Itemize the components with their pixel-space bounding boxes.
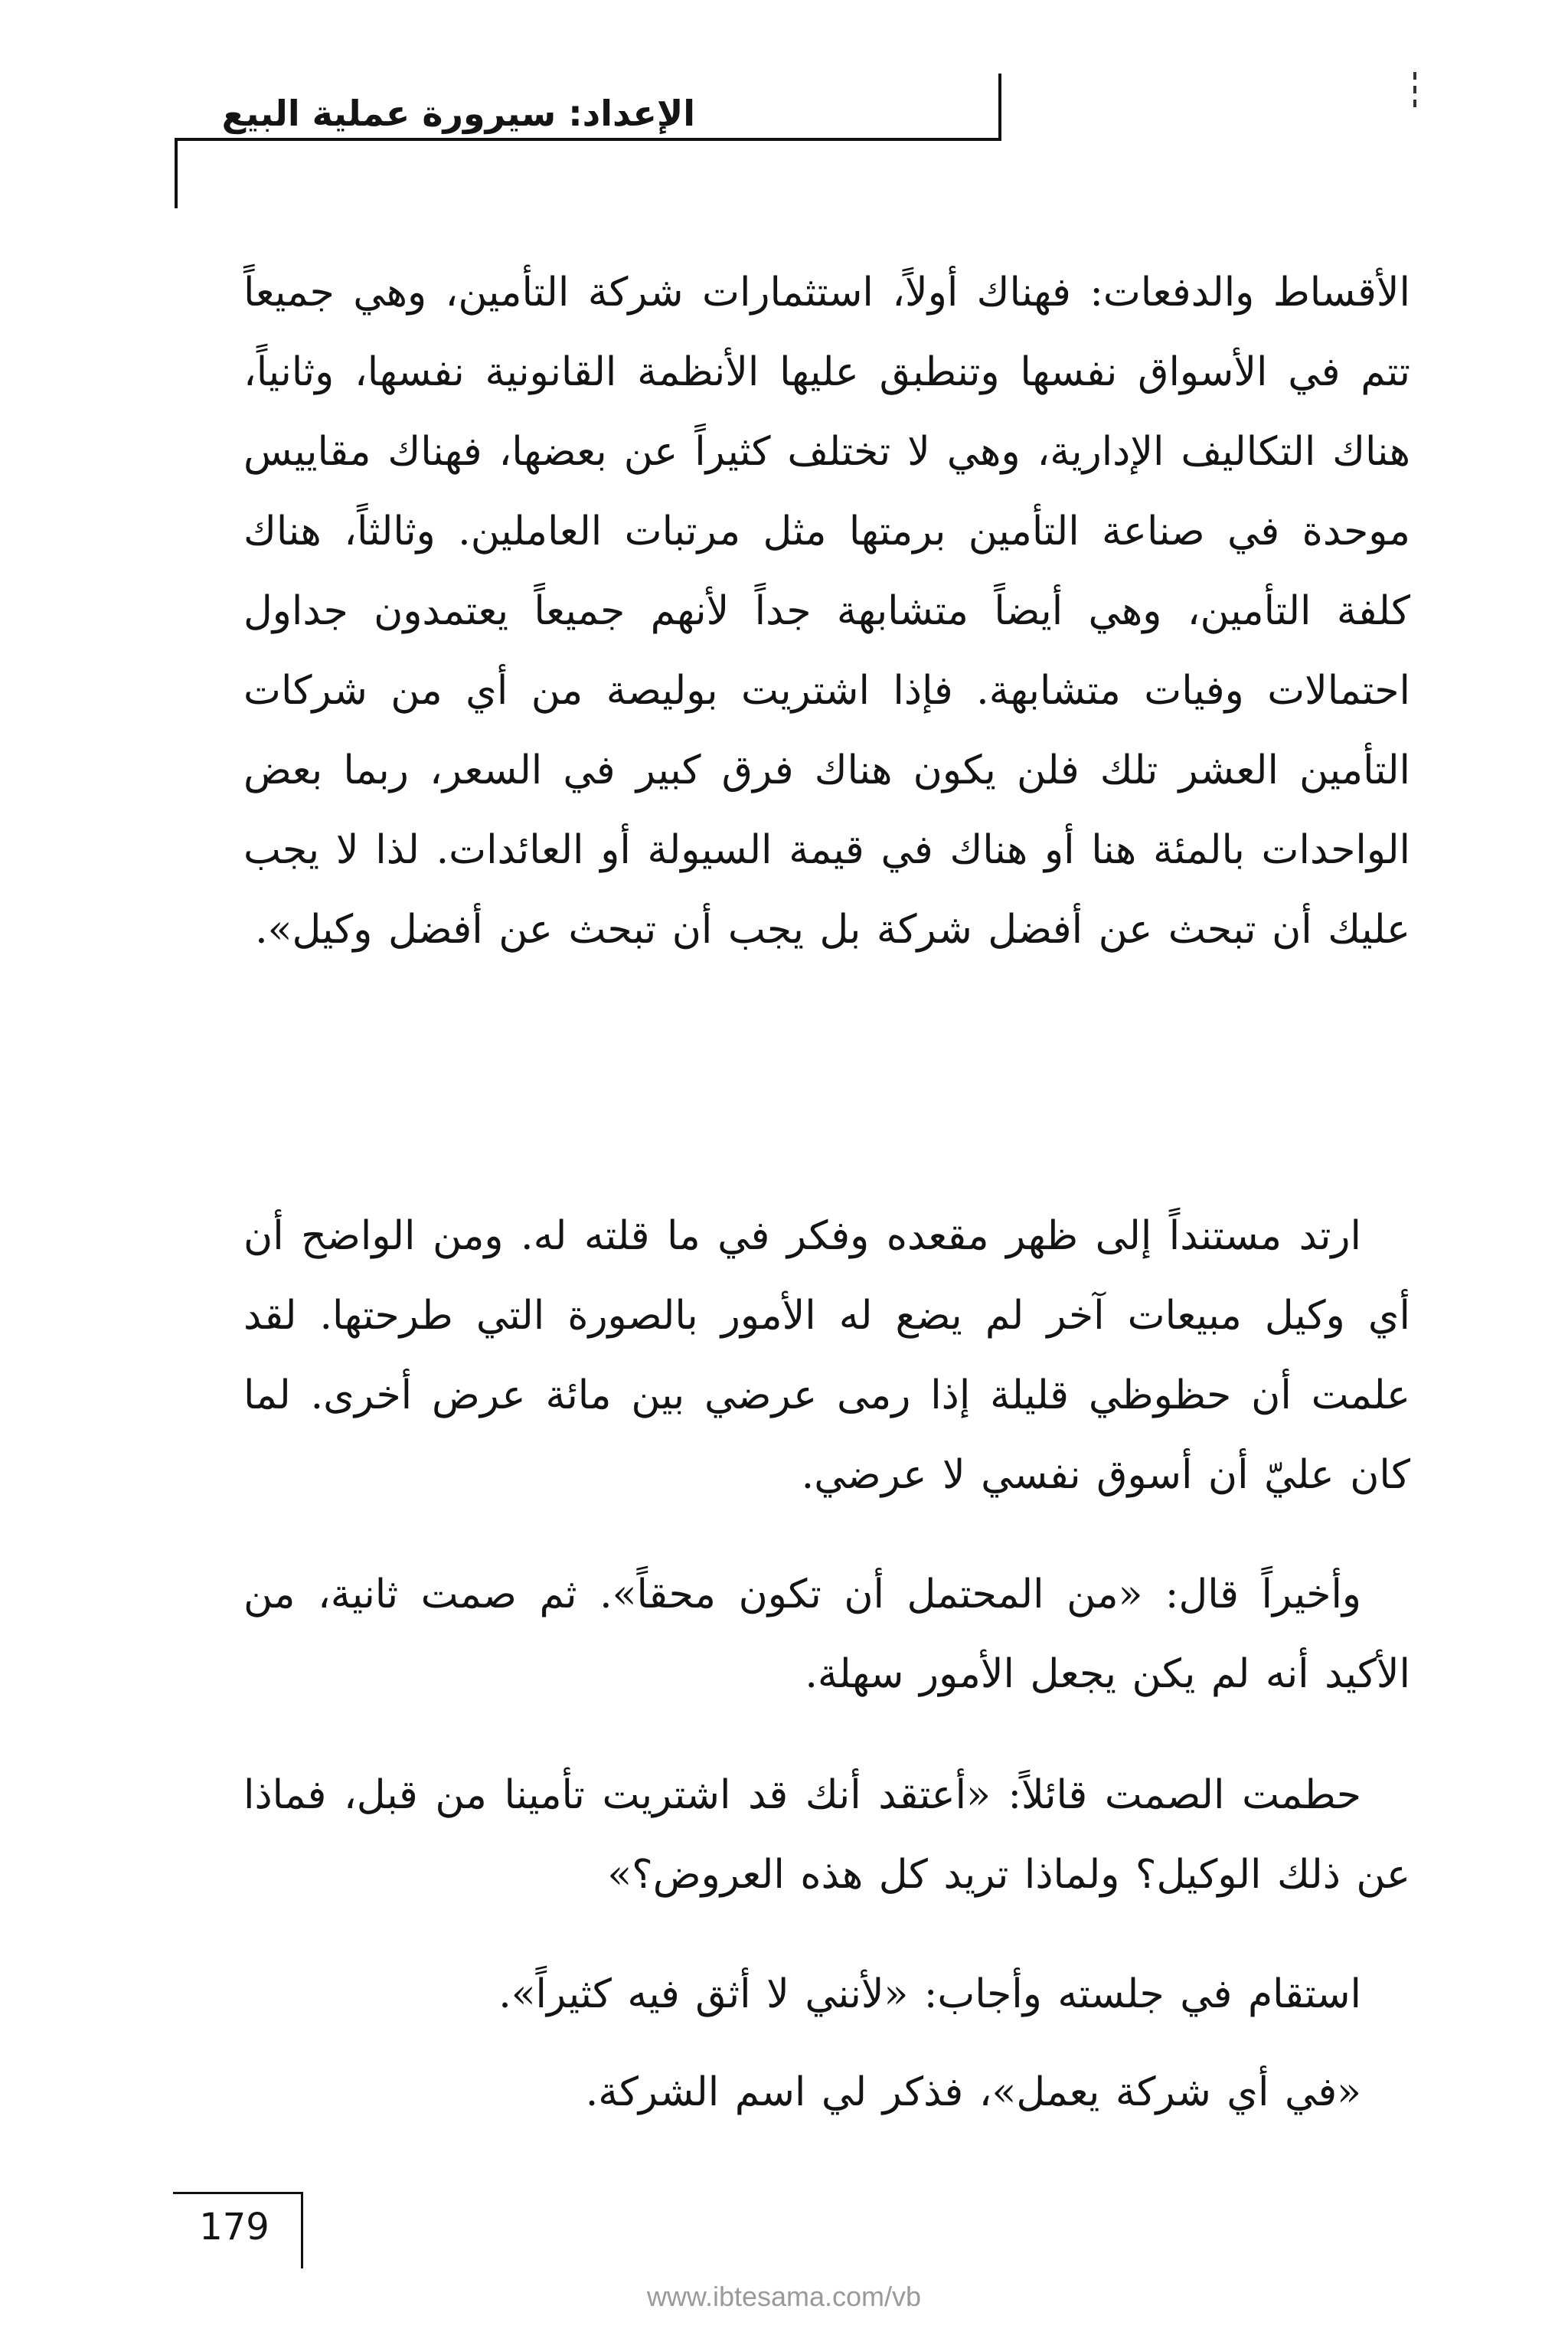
body-paragraph-2: ارتد مستنداً إلى ظهر مقعده وفكر في ما قلته له. ومن الواضح أن أي وكيل مبيعات آخر لم يضع له الأمور بالصورة التي طرحتها. لقد علمت أن حظوظي قليلة إذا رمى عرضي بين مائة عرض أخرى. لما كان عليّ أن أسوق نفسي لا عرضي. xyxy=(243,1213,1410,1498)
body-paragraph-3: وأخيراً قال: «من المحتمل أن تكون محقاً». ثم صمت ثانية، من الأكيد أنه لم يكن يجعل الأمور سهلة. xyxy=(243,1572,1410,1697)
body-paragraph-5: استقام في جلسته وأجاب: «لأنني لا أثق فيه كثيراً». xyxy=(498,1971,1361,2017)
page-number: 179 xyxy=(199,2206,270,2249)
header-frame-right-rule xyxy=(998,74,1001,141)
header-frame-left-rule xyxy=(175,138,178,208)
header-frame-rule xyxy=(175,138,1001,141)
page-number-side-rule xyxy=(301,2192,303,2268)
body-paragraph-1: الأقساط والدفعات: فهناك أولاً، استثمارات شركة التأمين، وهي جميعاً تتم في الأسواق نفسها وتنطبق عليها الأنظمة القانونية نفسها، وثانياً، هناك التكاليف الإدارية، وهي لا تختلف كثيراً عن بعضها، فهناك مقاييس موحدة في صناعة التأمين برمتها مثل مرتبات العاملين. وثالثاً، هناك كلفة التأمين، وهي أيضاً متشابهة جداً لأنهم جميعاً يعتمدون جداول احتمالات وفيات متشابهة. فإذا اشتريت بوليصة من أي من شركات التأمين العشر تلك فلن يكون هناك فرق كبير في السعر، ربما بعض الواحدات بالمئة هنا أو هناك في قيمة السيولة أو العائدات. لذا لا يجب عليك أن تبحث عن أفضل شركة بل يجب أن تبحث عن أفضل وكيل». xyxy=(243,270,1410,953)
body-paragraph-6: «في أي شركة يعمل»، فذكر لي اسم الشركة. xyxy=(585,2069,1361,2115)
watermark-url: www.ibtesama.com/vb xyxy=(646,2281,922,2312)
page-number-rule xyxy=(173,2192,303,2194)
body-paragraph-4: حطمت الصمت قائلاً: «أعتقد أنك قد اشتريت تأمينا من قبل، فماذا عن ذلك الوكيل؟ ولماذا تريد كل هذه العروض؟» xyxy=(243,1772,1410,1898)
header-ornament-mark xyxy=(1413,72,1416,113)
running-header-title: الإعداد: سيرورة عملية البيع xyxy=(221,93,695,134)
